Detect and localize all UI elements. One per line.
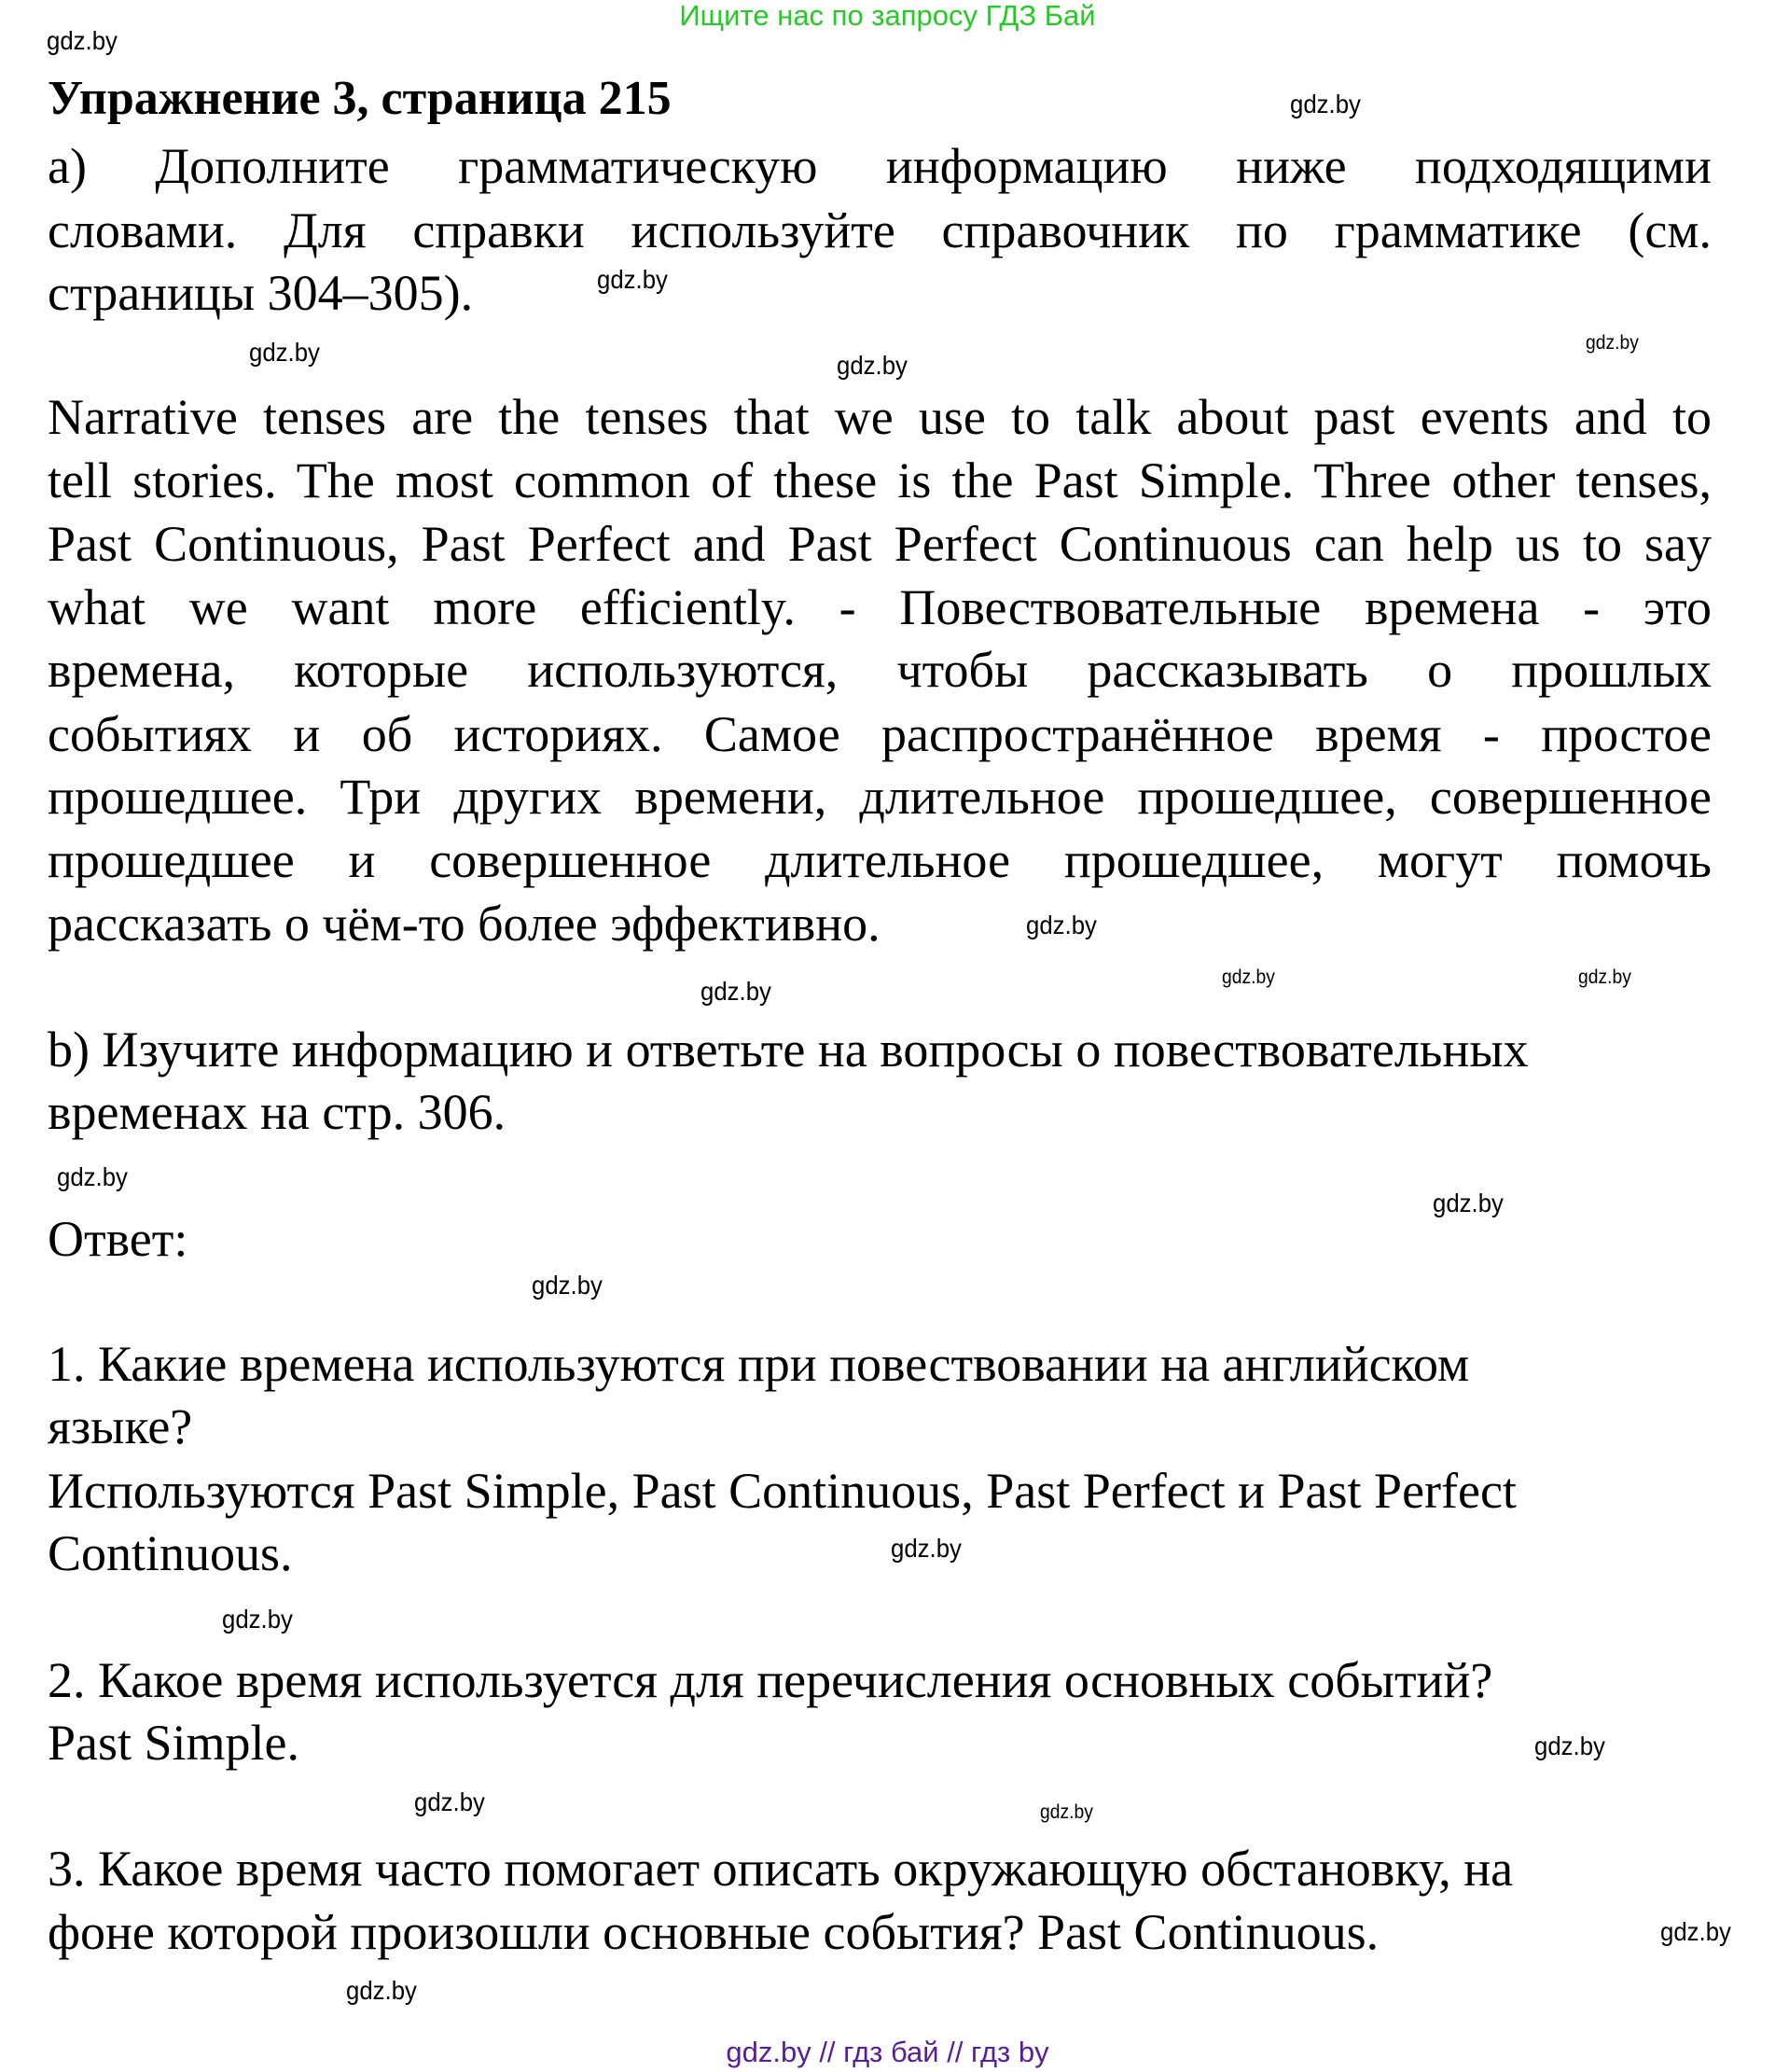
watermark-text: gdz.by (1433, 1189, 1504, 1217)
paragraph-line: времена, которые используются, чтобы рассказывать о прошлых (48, 642, 1712, 698)
watermark-text: gdz.by (700, 977, 771, 1006)
watermark-text: gdz.by (837, 351, 908, 380)
watermark-text: gdz.by (1586, 332, 1639, 354)
task-b-line: временах на стр. 306. (48, 1084, 506, 1140)
task-b-line: b) Изучите информацию и ответьте на вопросы о повествовательных (48, 1022, 1529, 1078)
search-banner: Ищите нас по запросу ГДЗ Бай (679, 0, 1096, 32)
answer3-line: фоне которой произошли основные события? Past Continuous. (48, 1904, 1380, 1960)
answer3-line: 3. Какое время часто помогает описать окружающую обстановку, на (48, 1841, 1514, 1897)
page-title: Упражнение 3, страница 215 (48, 72, 672, 125)
task-a-line: словами. Для справки используйте справочник по грамматике (см. (48, 202, 1712, 258)
watermark-text: gdz.by (1040, 1801, 1093, 1823)
watermark-text: gdz.by (47, 26, 118, 55)
watermark-text: gdz.by (57, 1162, 128, 1191)
watermark-text: gdz.by (1534, 1731, 1605, 1760)
watermark-text: gdz.by (597, 265, 668, 294)
watermark-text: gdz.by (346, 1976, 417, 2005)
task-a-line: страницы 304–305). (48, 265, 474, 321)
paragraph-line: Past Continuous, Past Perfect and Past Perfect Continuous can help us to say (48, 516, 1712, 572)
watermark-text: gdz.by (1578, 966, 1631, 988)
paragraph-line: прошедшее и совершенное длительное прошедшее, могут помочь (48, 832, 1712, 888)
paragraph-line: рассказать о чём-то более эффективно. (48, 896, 881, 952)
watermark-text: gdz.by (222, 1605, 293, 1634)
paragraph-line: tell stories. The most common of these is the Past Simple. Three other tenses, (48, 452, 1712, 508)
watermark-text: gdz.by (532, 1271, 603, 1300)
watermark-text: gdz.by (1026, 911, 1097, 939)
paragraph-line: прошедшее. Три других времени, длительное прошедшее, совершенное (48, 769, 1712, 825)
paragraph-line: what we want more efficiently. - Повествовательные времена - это (48, 579, 1712, 635)
paragraph-line: событиях и об историях. Самое распространённое время - простое (48, 706, 1712, 762)
answer-label: Ответ: (48, 1211, 188, 1267)
answer2-line: 2. Какое время используется для перечисления основных событий? (48, 1652, 1493, 1708)
answer1-line: языке? (48, 1398, 193, 1454)
footer-watermark: gdz.by // гдз бай // гдз by (726, 2036, 1049, 2068)
watermark-text: gdz.by (249, 338, 320, 367)
task-a-line: а) Дополните грамматическую информацию ниже подходящими (48, 138, 1712, 194)
paragraph-line: Narrative tenses are the tenses that we use to talk about past events and to (48, 389, 1712, 445)
answer1-line: Continuous. (48, 1525, 293, 1581)
watermark-text: gdz.by (414, 1787, 485, 1816)
watermark-text: gdz.by (891, 1534, 962, 1563)
answer2-line: Past Simple. (48, 1715, 300, 1771)
watermark-text: gdz.by (1660, 1917, 1731, 1946)
answer1-line: 1. Какие времена используются при повествовании на английском (48, 1336, 1470, 1392)
answer1-line: Используются Past Simple, Past Continuous, Past Perfect и Past Perfect (48, 1463, 1517, 1519)
watermark-text: gdz.by (1290, 90, 1361, 118)
watermark-text: gdz.by (1222, 966, 1275, 988)
